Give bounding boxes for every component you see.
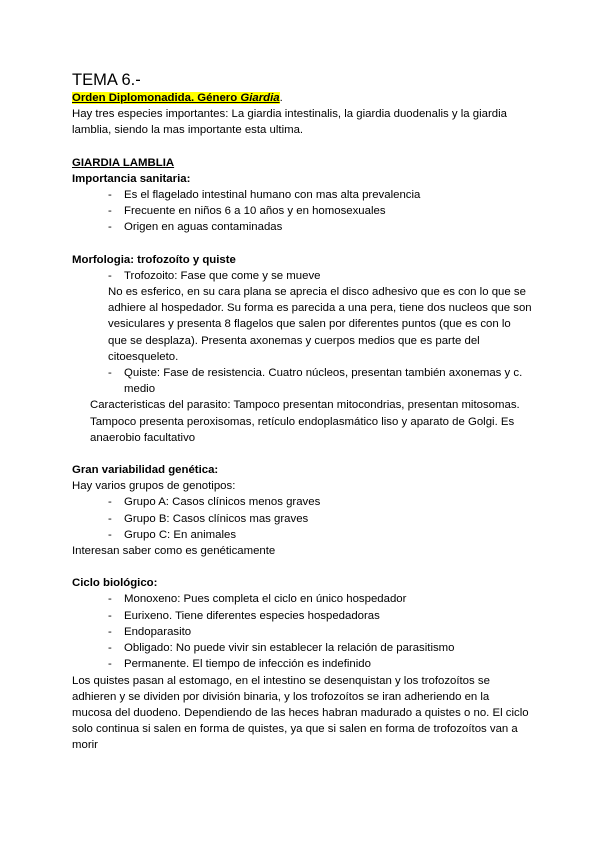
importancia-list (72, 187, 532, 236)
page-title: TEMA 6.- (72, 71, 141, 89)
variabilidad-outro: Interesan saber como es genéticamente (72, 545, 276, 558)
variabilidad-title: Gran variabilidad genética: (72, 464, 219, 477)
list-item: - Permanente. El tiempo de infección es indefinido (108, 658, 371, 671)
morfologia-list (72, 268, 532, 284)
list-item: - Grupo C: En animales (108, 528, 237, 541)
list-item: - Grupo B: Casos clínicos mas graves (108, 512, 309, 525)
list-item: - Origen en aguas contaminadas (108, 221, 283, 234)
intro-paragraph: Hay tres especies importantes: La giardia intestinalis, la giardia duodenalis y la giardia lamblia, siendo la mas importante esta ultima. (72, 108, 507, 137)
list-item: - Quiste: Fase de resistencia. Cuatro núcleos, presentan también axonemas y c. medio (108, 367, 523, 396)
list-item: - Endoparasito (108, 625, 192, 638)
caracteristicas-paragraph: Caracteristicas del parasito: Tampoco presentan mitocondrias, presentan mitosomas. Tampoco presenta peroxisomas, retículo endoplasmático liso y aparato de Golgi. Es anaerobio facultativo (90, 399, 520, 444)
ciclo-list (72, 591, 532, 672)
list-item: - Trofozoito: Fase que come y se mueve (108, 269, 321, 282)
order-heading: Orden Diplomonadida. Género Giardia. (72, 92, 283, 104)
list-item: - Es el flagelado intestinal humano con mas alta prevalencia (108, 189, 421, 202)
ciclo-paragraph: Los quistes pasan al estomago, en el intestino se desenquistan y los trofozoítos se adhieren y se dividen por división binaria, y los trofozoítos se iran adheriendo en la mucosa del duodeno. Dependiendo de las heces habran madurado a quistes o no. El ciclo solo continua si salen en forma de quistes, ya que si salen en forma de trofozoítos van a morir (72, 674, 529, 752)
list-item: - Eurixeno. Tiene diferentes especies hospedadoras (108, 609, 380, 622)
morfologia-list-2 (72, 365, 532, 397)
variabilidad-intro: Hay varios grupos de genotipos: (72, 480, 236, 493)
morfologia-title: Morfologia: trofozoíto y quiste (72, 253, 236, 266)
variabilidad-list (72, 494, 532, 543)
list-item: - Obligado: No puede vivir sin establecer la relación de parasitismo (108, 642, 455, 655)
trofozoito-description: No es esferico, en su cara plana se aprecia el disco adhesivo que es con lo que se adhiere al hospedador. Su forma es parecida a una pera, tiene dos nucleos que son vesiculares y presenta 8 flagelos que salen por diferentes puntos (que es con lo que se desplaza). Presenta axonemas y cuerpos medios que es parte del citoesqueleto. (108, 286, 532, 363)
list-item: - Monoxeno: Pues completa el ciclo en único hospedador (108, 593, 407, 606)
list-item: - Grupo A: Casos clínicos menos graves (108, 496, 321, 509)
list-item: - Frecuente en niños 6 a 10 años y en homosexuales (108, 205, 386, 218)
document-page (72, 70, 532, 754)
section-title: GIARDIA LAMBLIA (72, 156, 175, 169)
importancia-title: Importancia sanitaria: (72, 172, 191, 185)
ciclo-title: Ciclo biológico: (72, 577, 158, 590)
